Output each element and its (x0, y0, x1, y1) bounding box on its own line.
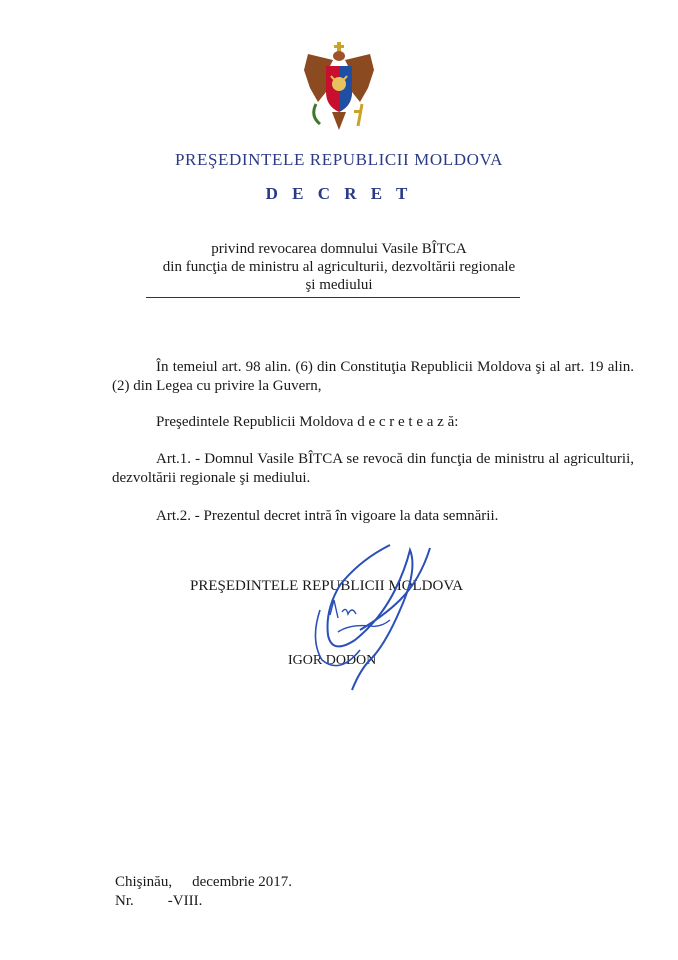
moldova-coat-of-arms-icon (298, 40, 380, 132)
document-type: D E C R E T (265, 184, 413, 203)
document-authority: PREŞEDINTELE REPUBLICII MOLDOVA (174, 150, 504, 169)
legal-basis-paragraph: În temeiul art. 98 alin. (6) din Constituţia Republicii Moldova şi al art. 19 alin. (2) din Legea cu privire la Guvern, (112, 359, 634, 394)
article-1: Art.1. - Domnul Vasile BÎTCA se revocă din funcţia de ministru al agriculturii, dezvoltării regionale şi mediului. (112, 451, 634, 486)
subject-line: şi mediului (305, 277, 373, 293)
signatory-title: PREŞEDINTELE REPUBLICII MOLDOVA (190, 578, 464, 594)
signatory-name: IGOR DODON (288, 653, 377, 668)
number-label: Nr. (115, 893, 134, 909)
number-value: -VIII. (167, 893, 203, 909)
subject-line: privind revocarea domnului Vasile BÎTCA (211, 241, 467, 257)
decree-statement: Preşedintele Republicii Moldova d e c r e t e a z ă: (156, 414, 459, 430)
article-2: Art.2. - Prezentul decret intră în vigoare la data semnării. (156, 508, 499, 524)
date: decembrie 2017. (192, 874, 293, 890)
subject-line: din funcţia de ministru al agriculturii, dezvoltării regionale (162, 259, 516, 275)
subject-divider (146, 297, 520, 298)
decree-number-line (115, 893, 202, 910)
decree-subject (140, 240, 538, 294)
place-date-line (115, 874, 292, 891)
place: Chişinău, (115, 874, 173, 890)
handwritten-signature (300, 540, 450, 700)
